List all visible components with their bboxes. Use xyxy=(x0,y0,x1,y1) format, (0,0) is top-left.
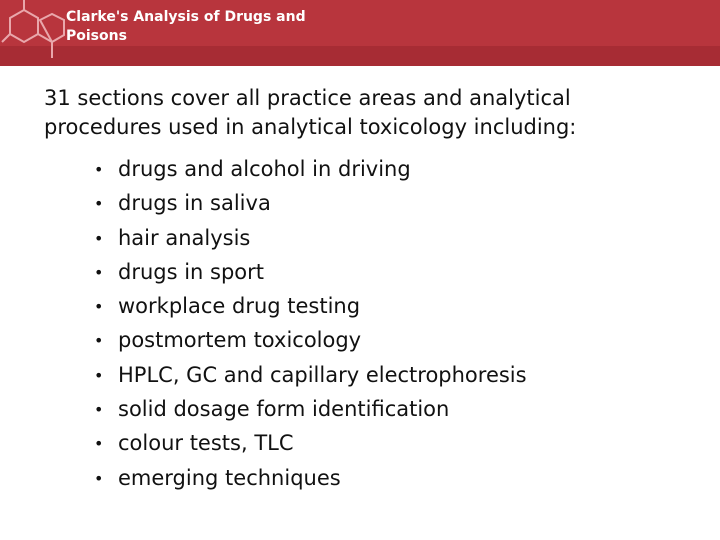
intro-text: 31 sections cover all practice areas and analytical procedures used in analytical toxicology including: xyxy=(44,86,577,139)
list-item xyxy=(94,224,527,258)
list-item xyxy=(94,326,527,360)
list-item-text: emerging techniques xyxy=(118,465,341,490)
list-item xyxy=(94,464,527,498)
bullet: • xyxy=(94,468,104,488)
list-item-text: hair analysis xyxy=(118,225,251,250)
list-item-text: drugs and alcohol in driving xyxy=(118,157,411,181)
list-item xyxy=(94,395,527,429)
technique-list xyxy=(94,155,527,498)
list-item xyxy=(94,258,527,292)
bullet: • xyxy=(94,365,104,385)
bullet: • xyxy=(94,331,104,351)
list-item xyxy=(94,292,527,326)
list-item-text: solid dosage form identification xyxy=(118,397,450,422)
list-item-text: HPLC, GC and capillary electrophoresis xyxy=(118,362,527,387)
title-line-2: Poisons xyxy=(66,28,127,44)
header-banner xyxy=(0,0,720,66)
list-item-text: workplace drug testing xyxy=(118,294,361,319)
bullet: • xyxy=(94,400,104,420)
list-item-text: postmortem toxicology xyxy=(118,328,362,353)
header-strip xyxy=(0,46,720,66)
bullet: • xyxy=(94,434,104,454)
list-item xyxy=(94,155,527,189)
list-item xyxy=(94,189,527,223)
bullet: • xyxy=(94,297,104,317)
page-title xyxy=(66,8,306,46)
title-line-1: Clarke's Analysis of Drugs and xyxy=(66,9,306,25)
list-item-text: colour tests, TLC xyxy=(118,431,294,456)
bullet: • xyxy=(94,228,104,248)
list-item xyxy=(94,429,527,463)
chemical-structure-icon xyxy=(0,0,70,66)
list-item-text: drugs in sport xyxy=(118,259,265,284)
list-item-text: drugs in saliva xyxy=(118,191,271,216)
list-item xyxy=(94,361,527,395)
bullet: • xyxy=(94,160,104,179)
bullet: • xyxy=(94,262,104,282)
bullet: • xyxy=(94,194,104,214)
